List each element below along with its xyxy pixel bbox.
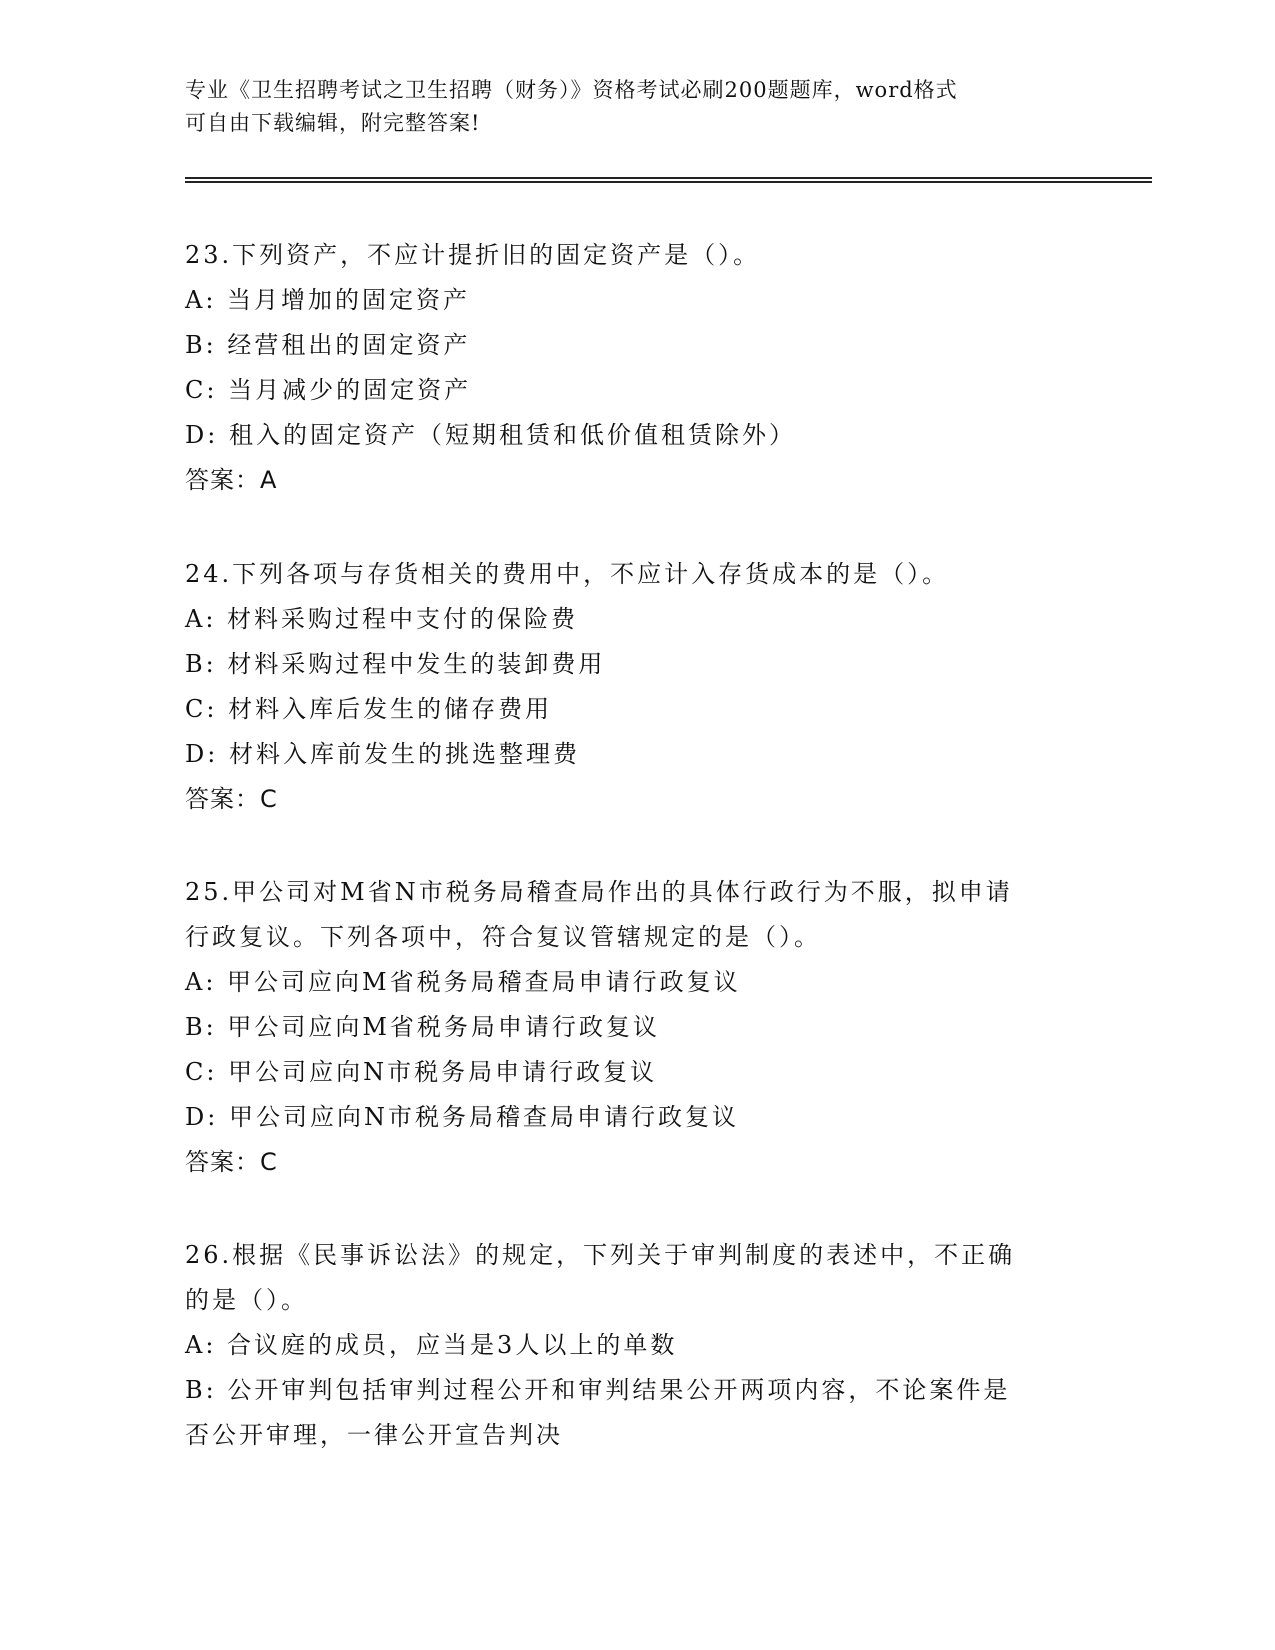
question-stem: 23.下列资产，不应计提折旧的固定资产是（）。: [185, 241, 761, 269]
option-a: A: 合议庭的成员，应当是3人以上的单数: [185, 1331, 678, 1359]
header-line-2: 可自由下载编辑，附完整答案!: [185, 111, 481, 135]
option-d: D: 甲公司应向N市税务局稽查局申请行政复议: [185, 1103, 739, 1131]
header-line-1: 专业《卫生招聘考试之卫生招聘（财务）》资格考试必刷200题题库，word格式: [185, 78, 958, 102]
option-b-line-2: 否公开审理，一律公开宣告判决: [185, 1421, 563, 1449]
question-stem-line-2: 的是（）。: [185, 1286, 308, 1314]
answer-line: 答案：A: [185, 466, 278, 494]
option-d: D: 材料入库前发生的挑选整理费: [185, 740, 580, 768]
option-c: C: 材料入库后发生的储存费用: [185, 695, 553, 723]
header-divider: [185, 177, 1152, 183]
question-stem-line-1: 25.甲公司对M省N市税务局稽查局作出的具体行政行为不服，拟申请: [185, 878, 1013, 906]
option-a: A: 材料采购过程中支付的保险费: [185, 605, 579, 633]
question-stem-line-1: 26.根据《民事诉讼法》的规定，下列关于审判制度的表述中，不正确: [185, 1241, 1016, 1269]
option-a: A: 当月增加的固定资产: [185, 286, 471, 314]
answer-line: 答案：C: [185, 1148, 278, 1176]
question-25: [185, 870, 1085, 1185]
option-c: C: 当月减少的固定资产: [185, 376, 472, 404]
option-b: B: 材料采购过程中发生的装卸费用: [185, 650, 606, 678]
option-b: B: 经营租出的固定资产: [185, 331, 471, 359]
option-a: A: 甲公司应向M省税务局稽查局申请行政复议: [185, 968, 741, 996]
question-23: [185, 233, 1085, 503]
option-b-line-1: B: 公开审判包括审判过程公开和审判结果公开两项内容，不论案件是: [185, 1376, 1011, 1404]
question-stem: 24.下列各项与存货相关的费用中，不应计入存货成本的是（）。: [185, 560, 950, 588]
document-header: [185, 74, 1065, 140]
option-d: D: 租入的固定资产（短期租赁和低价值租赁除外）: [185, 421, 796, 449]
question-stem-line-2: 行政复议。下列各项中，符合复议管辖规定的是（）。: [185, 923, 821, 951]
answer-line: 答案：C: [185, 785, 278, 813]
question-26: [185, 1233, 1085, 1458]
option-c: C: 甲公司应向N市税务局申请行政复议: [185, 1058, 658, 1086]
option-b: B: 甲公司应向M省税务局申请行政复议: [185, 1013, 660, 1041]
question-24: [185, 552, 1085, 822]
